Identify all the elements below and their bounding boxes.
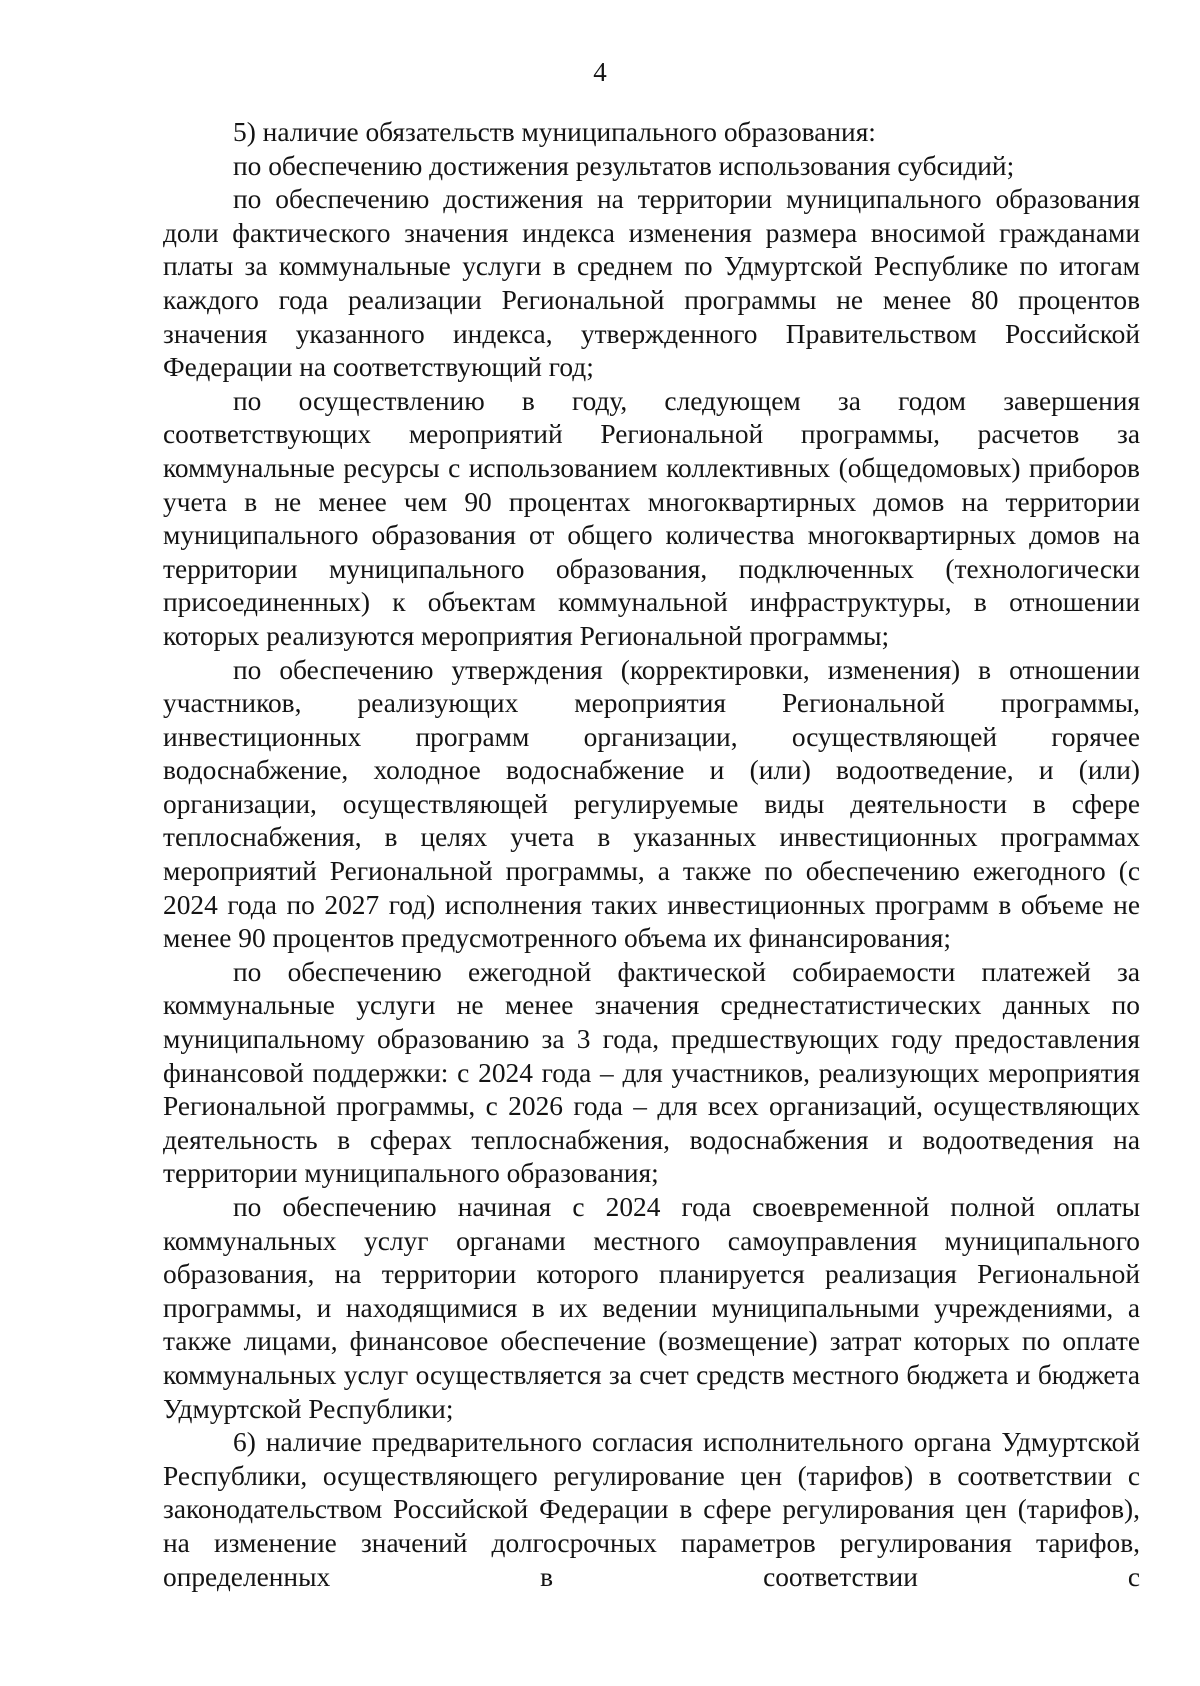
paragraph-subsidy-results: по обеспечению достижения результатов использования субсидий; [233, 150, 1015, 181]
document-body [163, 116, 1140, 1594]
paragraph-metering-devices: по осуществлению в году, следующем за годом завершения соответствующих мероприятий Региональной программы, расчетов за коммунальные ресурсы с использованием коллективных (общедомовых) приборов учета в не менее чем 90 процентах многоквартирных домов на территории муниципального образования от общего количества многоквартирных домов на территории муниципального образования, подключенных (технологически присоединенных) к объектам коммунальной инфраструктуры, в отношении которых реализуются мероприятия Региональной программы; [163, 385, 1140, 651]
paragraph-timely-payment: по обеспечению начиная с 2024 года своевременной полной оплаты коммунальных услуг органами местного самоуправления муниципального образования, на территории которого планируется реализация Региональной программы, и находящимися в их ведении муниципальными учреждениями, а также лицами, финансовое обеспечение (возмещение) затрат которых по оплате коммунальных услуг осуществляется за счет средств местного бюджета и бюджета Удмуртской Республики; [163, 1192, 1140, 1424]
page-number: 4 [593, 57, 607, 87]
paragraph-obligations-heading: 5) наличие обязательств муниципального образования: [233, 117, 876, 147]
paragraph-investment-programs: по обеспечению утверждения (корректировки, изменения) в отношении участников, реализующих мероприятия Региональной программы, инвестиционных программ организации, осуществляющей горячее водоснабжение, холодное водоснабжение и (или) водоотведение, и (или) организации, осуществляющей регулируемые виды деятельности в сфере теплоснабжения, в целях учета в указанных инвестиционных программах мероприятий Региональной программы, а также по обеспечению ежегодного (с 2024 года по 2027 год) исполнения таких инвестиционных программ в объеме не менее 90 процентов предусмотренного объема их финансирования; [163, 654, 1140, 954]
paragraph-utility-fee-index: по обеспечению достижения на территории муниципального образования доли фактического значения индекса изменения размера вносимой гражданами платы за коммунальные услуги в среднем по Удмуртской Республике по итогам каждого года реализации Региональной программы не менее 80 процентов значения указанного индекса, утвержденного Правительством Российской Федерации на соответствующий год; [163, 184, 1140, 383]
paragraph-payment-collection: по обеспечению ежегодной фактической собираемости платежей за коммунальные услуги не менее значения среднестатистических данных по муниципальному образованию за 3 года, предшествующих году предоставления финансовой поддержки: с 2024 года – для участников, реализующих мероприятия Региональной программы, с 2026 года – для всех организаций, осуществляющих деятельность в сферах теплоснабжения, водоснабжения и водоотведения на территории муниципального образования; [163, 956, 1140, 1189]
paragraph-tariff-consent: 6) наличие предварительного согласия исполнительного органа Удмуртской Республики, осуществляющего регулирование цен (тарифов) в соответствии с законодательством Российской Федерации в сфере регулирования цен (тарифов), на изменение значений долгосрочных параметров регулирования тарифов, определенных в соответствии с [163, 1427, 1140, 1592]
